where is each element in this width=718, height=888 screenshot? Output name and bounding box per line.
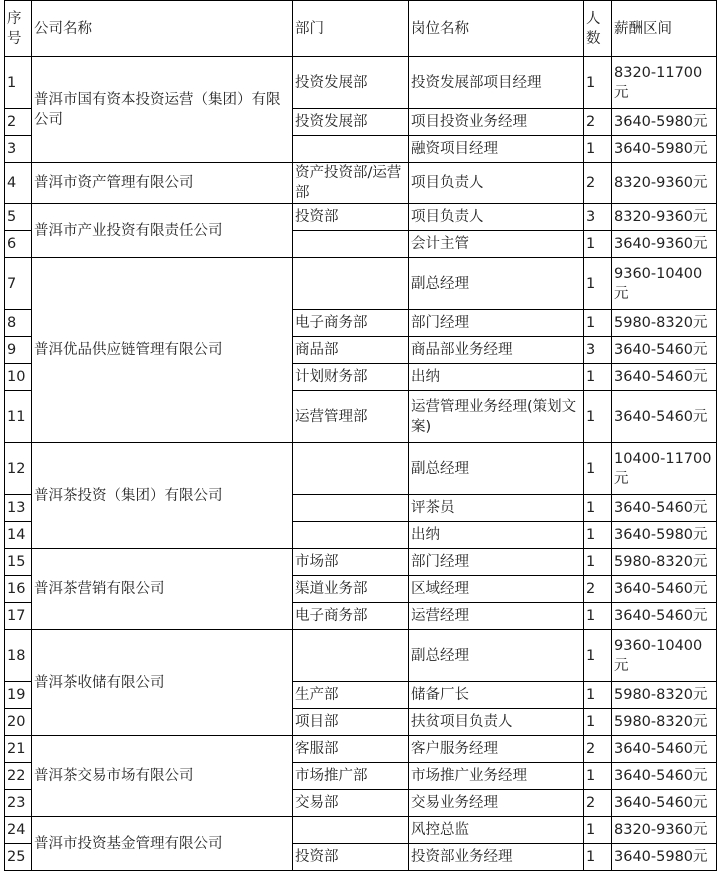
cell-dept <box>293 817 409 844</box>
table-row <box>5 163 717 204</box>
cell-seq: 6 <box>5 231 32 258</box>
cell-count: 1 <box>584 549 612 576</box>
cell-position: 会计主管 <box>409 231 584 258</box>
cell-company: 普洱茶投资（集团）有限公司 <box>32 443 293 549</box>
cell-count: 3 <box>584 337 612 364</box>
cell-count: 1 <box>584 231 612 258</box>
job-table <box>4 0 717 871</box>
cell-count: 2 <box>584 109 612 136</box>
table-row <box>5 57 717 109</box>
cell-company: 普洱市产业投资有限责任公司 <box>32 204 293 258</box>
cell-position: 项目投资业务经理 <box>409 109 584 136</box>
cell-dept: 投资发展部 <box>293 57 409 109</box>
cell-dept: 电子商务部 <box>293 310 409 337</box>
cell-company: 普洱市投资基金管理有限公司 <box>32 817 293 871</box>
cell-position: 评茶员 <box>409 495 584 522</box>
cell-salary: 3640-5460元 <box>612 391 717 443</box>
cell-salary: 5980-8320元 <box>612 682 717 709</box>
cell-seq: 24 <box>5 817 32 844</box>
cell-dept: 客服部 <box>293 736 409 763</box>
cell-salary: 3640-5980元 <box>612 844 717 871</box>
cell-dept <box>293 522 409 549</box>
cell-position: 投资部业务经理 <box>409 844 584 871</box>
cell-count: 1 <box>584 57 612 109</box>
cell-salary: 8320-9360元 <box>612 204 717 231</box>
cell-dept: 投资部 <box>293 204 409 231</box>
cell-salary: 3640-5460元 <box>612 790 717 817</box>
table-row <box>5 204 717 231</box>
cell-salary: 3640-5460元 <box>612 337 717 364</box>
cell-seq: 12 <box>5 443 32 495</box>
cell-seq: 5 <box>5 204 32 231</box>
cell-company: 普洱茶营销有限公司 <box>32 549 293 630</box>
cell-company: 普洱茶收储有限公司 <box>32 630 293 736</box>
cell-seq: 13 <box>5 495 32 522</box>
cell-company: 普洱市资产管理有限公司 <box>32 163 293 204</box>
table-row <box>5 736 717 763</box>
cell-seq: 17 <box>5 603 32 630</box>
cell-company: 普洱茶交易市场有限公司 <box>32 736 293 817</box>
cell-dept <box>293 443 409 495</box>
header-salary: 薪酬区间 <box>612 1 717 57</box>
cell-seq: 21 <box>5 736 32 763</box>
cell-salary: 3640-5460元 <box>612 364 717 391</box>
header-count: 人数 <box>584 1 612 57</box>
cell-salary: 3640-9360元 <box>612 231 717 258</box>
cell-position: 扶贫项目负责人 <box>409 709 584 736</box>
cell-count: 2 <box>584 790 612 817</box>
cell-salary: 8320-11700元 <box>612 57 717 109</box>
cell-seq: 10 <box>5 364 32 391</box>
cell-dept: 电子商务部 <box>293 603 409 630</box>
cell-position: 商品部业务经理 <box>409 337 584 364</box>
cell-salary: 5980-8320元 <box>612 310 717 337</box>
cell-dept <box>293 495 409 522</box>
cell-position: 储备厂长 <box>409 682 584 709</box>
cell-salary: 9360-10400元 <box>612 258 717 310</box>
cell-dept: 投资发展部 <box>293 109 409 136</box>
cell-count: 1 <box>584 709 612 736</box>
cell-seq: 20 <box>5 709 32 736</box>
cell-salary: 3640-5460元 <box>612 763 717 790</box>
table-header-row <box>5 1 717 57</box>
cell-seq: 8 <box>5 310 32 337</box>
cell-count: 1 <box>584 844 612 871</box>
cell-dept: 商品部 <box>293 337 409 364</box>
cell-dept <box>293 136 409 163</box>
cell-salary: 10400-11700元 <box>612 443 717 495</box>
cell-seq: 16 <box>5 576 32 603</box>
cell-company: 普洱优品供应链管理有限公司 <box>32 258 293 443</box>
cell-count: 1 <box>584 443 612 495</box>
cell-dept <box>293 630 409 682</box>
cell-position: 出纳 <box>409 522 584 549</box>
table-row <box>5 630 717 682</box>
cell-count: 2 <box>584 163 612 204</box>
cell-position: 市场推广业务经理 <box>409 763 584 790</box>
cell-count: 2 <box>584 576 612 603</box>
cell-position: 区域经理 <box>409 576 584 603</box>
cell-position: 风控总监 <box>409 817 584 844</box>
cell-position: 部门经理 <box>409 310 584 337</box>
cell-dept: 生产部 <box>293 682 409 709</box>
cell-position: 运营经理 <box>409 603 584 630</box>
table-row <box>5 817 717 844</box>
cell-salary: 3640-5460元 <box>612 495 717 522</box>
cell-seq: 23 <box>5 790 32 817</box>
cell-seq: 22 <box>5 763 32 790</box>
header-dept: 部门 <box>293 1 409 57</box>
cell-seq: 2 <box>5 109 32 136</box>
cell-position: 副总经理 <box>409 630 584 682</box>
cell-dept: 市场部 <box>293 549 409 576</box>
cell-seq: 19 <box>5 682 32 709</box>
cell-count: 3 <box>584 204 612 231</box>
cell-seq: 14 <box>5 522 32 549</box>
cell-salary: 5980-8320元 <box>612 709 717 736</box>
cell-position: 交易业务经理 <box>409 790 584 817</box>
cell-position: 部门经理 <box>409 549 584 576</box>
cell-position: 项目负责人 <box>409 163 584 204</box>
table-row <box>5 443 717 495</box>
cell-count: 1 <box>584 763 612 790</box>
cell-position: 出纳 <box>409 364 584 391</box>
cell-count: 1 <box>584 682 612 709</box>
cell-position: 副总经理 <box>409 443 584 495</box>
cell-salary: 8320-9360元 <box>612 817 717 844</box>
cell-dept: 投资部 <box>293 844 409 871</box>
cell-salary: 8320-9360元 <box>612 163 717 204</box>
cell-count: 1 <box>584 630 612 682</box>
cell-salary: 3640-5460元 <box>612 576 717 603</box>
cell-position: 运营管理业务经理(策划文案) <box>409 391 584 443</box>
cell-salary: 3640-5460元 <box>612 603 717 630</box>
cell-count: 1 <box>584 364 612 391</box>
cell-count: 1 <box>584 495 612 522</box>
table-body <box>5 57 717 871</box>
cell-dept: 渠道业务部 <box>293 576 409 603</box>
cell-dept: 市场推广部 <box>293 763 409 790</box>
cell-seq: 3 <box>5 136 32 163</box>
cell-salary: 3640-5980元 <box>612 136 717 163</box>
cell-seq: 4 <box>5 163 32 204</box>
cell-salary: 9360-10400元 <box>612 630 717 682</box>
cell-position: 融资项目经理 <box>409 136 584 163</box>
cell-dept: 运营管理部 <box>293 391 409 443</box>
table-row <box>5 549 717 576</box>
cell-dept: 计划财务部 <box>293 364 409 391</box>
cell-position: 投资发展部项目经理 <box>409 57 584 109</box>
cell-seq: 11 <box>5 391 32 443</box>
cell-count: 2 <box>584 736 612 763</box>
cell-seq: 9 <box>5 337 32 364</box>
header-company: 公司名称 <box>32 1 293 57</box>
cell-dept: 资产投资部/运营部 <box>293 163 409 204</box>
cell-count: 1 <box>584 258 612 310</box>
cell-position: 客户服务经理 <box>409 736 584 763</box>
cell-dept <box>293 231 409 258</box>
cell-position: 项目负责人 <box>409 204 584 231</box>
cell-dept <box>293 258 409 310</box>
cell-salary: 3640-5980元 <box>612 109 717 136</box>
cell-seq: 1 <box>5 57 32 109</box>
cell-position: 副总经理 <box>409 258 584 310</box>
cell-company: 普洱市国有资本投资运营（集团）有限公司 <box>32 57 293 163</box>
cell-salary: 5980-8320元 <box>612 549 717 576</box>
cell-salary: 3640-5980元 <box>612 522 717 549</box>
header-position: 岗位名称 <box>409 1 584 57</box>
cell-count: 1 <box>584 817 612 844</box>
cell-salary: 3640-5460元 <box>612 736 717 763</box>
cell-count: 1 <box>584 603 612 630</box>
cell-seq: 18 <box>5 630 32 682</box>
cell-seq: 15 <box>5 549 32 576</box>
cell-seq: 7 <box>5 258 32 310</box>
header-seq: 序号 <box>5 1 32 57</box>
cell-dept: 项目部 <box>293 709 409 736</box>
cell-seq: 25 <box>5 844 32 871</box>
cell-count: 1 <box>584 391 612 443</box>
cell-count: 1 <box>584 310 612 337</box>
cell-count: 1 <box>584 136 612 163</box>
cell-count: 1 <box>584 522 612 549</box>
cell-dept: 交易部 <box>293 790 409 817</box>
table-row <box>5 258 717 310</box>
